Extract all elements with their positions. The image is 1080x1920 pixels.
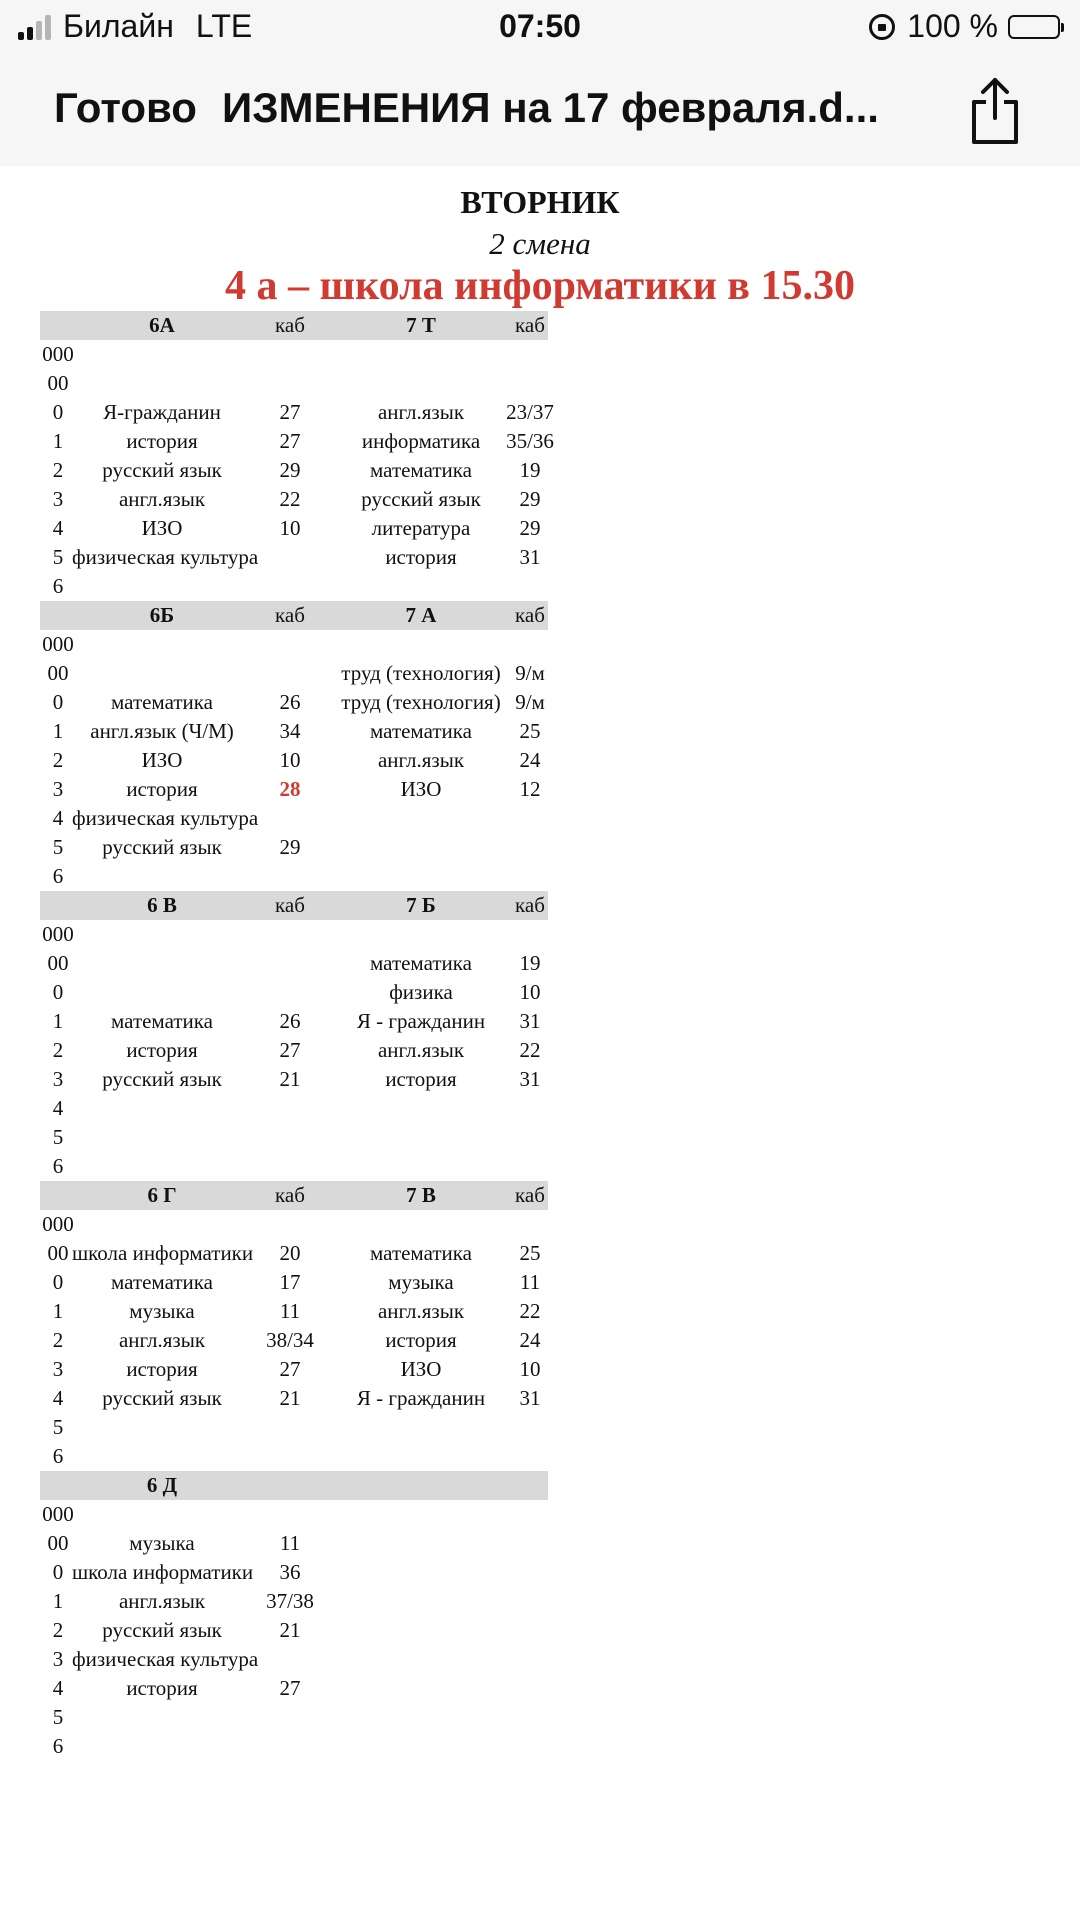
table-header — [40, 1181, 548, 1210]
table-row — [40, 804, 548, 833]
lesson-number: 2 — [52, 1038, 64, 1062]
class-name-right: 7 В — [406, 1183, 436, 1207]
subject-right: англ.язык — [377, 400, 465, 424]
subject-left: музыка — [129, 1531, 195, 1555]
subject-left: физическая культура — [72, 545, 259, 569]
table-row — [40, 1297, 548, 1326]
table-row — [40, 1616, 548, 1645]
room-left: 38/34 — [266, 1328, 314, 1352]
subject-right: Я - гражданин — [356, 1009, 486, 1033]
lesson-number: 4 — [52, 1386, 64, 1410]
battery-percent: 100 % — [907, 8, 998, 44]
subject-left: история — [126, 1038, 198, 1062]
table-row — [40, 369, 548, 398]
lesson-number: 000 — [42, 922, 74, 946]
table-row — [40, 775, 548, 804]
room-left: 27 — [279, 429, 301, 453]
shift-heading: 2 смена — [489, 226, 591, 261]
subject-right: математика — [370, 1241, 472, 1265]
subject-right: труд (технология) — [341, 690, 501, 714]
subject-right: ИЗО — [400, 1357, 442, 1381]
table-row — [40, 1529, 548, 1558]
table-row — [40, 833, 548, 862]
lesson-number: 000 — [42, 1212, 74, 1236]
table-row — [40, 1268, 548, 1297]
lesson-number: 2 — [52, 458, 64, 482]
lesson-number: 5 — [52, 1705, 64, 1729]
lesson-number: 6 — [52, 574, 64, 598]
orientation-lock-icon — [869, 14, 895, 40]
room-left: 17 — [279, 1270, 301, 1294]
subject-left: музыка — [129, 1299, 195, 1323]
lesson-number: 1 — [52, 719, 64, 743]
subject-left: русский язык — [102, 1067, 222, 1091]
room-right: 29 — [519, 516, 541, 540]
subject-left: англ.язык — [118, 1328, 206, 1352]
room-right: 9/м — [515, 690, 545, 714]
room-right: 29 — [519, 487, 541, 511]
table-row — [40, 398, 554, 427]
room-right: 19 — [519, 458, 541, 482]
subject-right: математика — [370, 719, 472, 743]
lesson-number: 6 — [52, 1734, 64, 1758]
table-row — [40, 659, 548, 688]
room-left: 34 — [279, 719, 301, 743]
lesson-number: 5 — [52, 545, 64, 569]
table-row — [40, 1065, 548, 1094]
table-header — [40, 311, 548, 340]
room-right: 25 — [519, 1241, 541, 1265]
table-row — [40, 1587, 548, 1616]
room-header: каб — [515, 313, 545, 337]
room-right: 10 — [519, 1357, 541, 1381]
subject-left: история — [126, 777, 198, 801]
lesson-number: 000 — [42, 1502, 74, 1526]
subject-left: физическая культура — [72, 1647, 259, 1671]
clock: 07:50 — [499, 8, 581, 44]
room-left: 20 — [279, 1241, 301, 1265]
lesson-number: 00 — [47, 371, 69, 395]
table-row — [40, 1732, 548, 1761]
subject-right: труд (технология) — [341, 661, 501, 685]
room-left: 37/38 — [266, 1589, 314, 1613]
table-row — [40, 1413, 548, 1442]
table-row — [40, 514, 548, 543]
room-right: 25 — [519, 719, 541, 743]
room-right: 31 — [519, 1009, 541, 1033]
table-row — [40, 1210, 548, 1239]
done-button[interactable]: Готово — [54, 84, 197, 131]
table-row — [40, 1558, 548, 1587]
subject-left: русский язык — [102, 835, 222, 859]
table-row — [40, 1645, 548, 1674]
table-row — [40, 1094, 548, 1123]
table-row — [40, 427, 554, 456]
room-right: 31 — [519, 1067, 541, 1091]
class-name-left: 6 Г — [147, 1183, 177, 1207]
lesson-number: 3 — [52, 1357, 64, 1381]
lesson-number: 3 — [52, 1067, 64, 1091]
subject-right: англ.язык — [377, 1038, 465, 1062]
subject-right: математика — [370, 458, 472, 482]
status-bar — [0, 0, 1080, 56]
table-row — [40, 630, 548, 659]
lesson-number: 00 — [47, 951, 69, 975]
class-name-right: 7 Б — [406, 893, 436, 917]
lesson-number: 2 — [52, 1618, 64, 1642]
table-header — [40, 891, 548, 920]
lesson-number: 3 — [52, 487, 64, 511]
subject-left: физическая культура — [72, 806, 259, 830]
room-left: 27 — [279, 1038, 301, 1062]
table-row — [40, 1355, 548, 1384]
room-header: каб — [515, 603, 545, 627]
room-left: 26 — [279, 1009, 301, 1033]
subject-left: история — [126, 429, 198, 453]
table-row — [40, 1123, 548, 1152]
subject-left: русский язык — [102, 1386, 222, 1410]
table-row — [40, 1239, 548, 1268]
lesson-number: 0 — [52, 690, 64, 714]
subject-left: Я-гражданин — [103, 400, 221, 424]
subject-left: русский язык — [102, 458, 222, 482]
subject-left: школа информатики — [72, 1560, 254, 1584]
table-row — [40, 862, 548, 891]
lesson-number: 6 — [52, 864, 64, 888]
room-right: 31 — [519, 1386, 541, 1410]
subject-left: ИЗО — [141, 516, 183, 540]
room-right: 31 — [519, 545, 541, 569]
lesson-number: 000 — [42, 342, 74, 366]
subject-left: математика — [111, 1009, 213, 1033]
room-left: 11 — [279, 1531, 301, 1555]
room-right: 12 — [519, 777, 541, 801]
subject-left: школа информатики — [72, 1241, 254, 1265]
table-row — [40, 949, 548, 978]
subject-right: литература — [371, 516, 471, 540]
room-header: каб — [515, 1183, 545, 1207]
room-right: 11 — [519, 1270, 541, 1294]
subject-right: англ.язык — [377, 748, 465, 772]
lesson-number: 00 — [47, 1531, 69, 1555]
room-right: 9/м — [515, 661, 545, 685]
subject-left: математика — [111, 1270, 213, 1294]
lesson-number: 4 — [52, 1676, 64, 1700]
lesson-number: 5 — [52, 835, 64, 859]
room-header: каб — [275, 603, 305, 627]
room-right: 24 — [519, 1328, 541, 1352]
lesson-number: 00 — [47, 661, 69, 685]
class-name-left: 6 Д — [146, 1473, 178, 1497]
room-left: 21 — [279, 1618, 301, 1642]
table-row — [40, 340, 548, 369]
lesson-number: 2 — [52, 748, 64, 772]
lesson-number: 3 — [52, 1647, 64, 1671]
lesson-number: 4 — [52, 516, 64, 540]
room-left: 29 — [279, 458, 301, 482]
subject-right: физика — [389, 980, 453, 1004]
table-row — [40, 746, 548, 775]
room-left: 36 — [279, 1560, 301, 1584]
class-name-right: 7 Т — [406, 313, 436, 337]
lesson-number: 0 — [52, 980, 64, 1004]
subject-right: математика — [370, 951, 472, 975]
room-right: 22 — [519, 1299, 541, 1323]
room-left: 28 — [279, 777, 301, 801]
subject-right: информатика — [361, 429, 481, 453]
table-row — [40, 688, 548, 717]
document-title: ИЗМЕНЕНИЯ на 17 февраля.d... — [222, 84, 879, 131]
lesson-number: 4 — [52, 1096, 64, 1120]
subject-left: русский язык — [102, 1618, 222, 1642]
class-name-right: 7 А — [405, 603, 437, 627]
announcement: 4 а – школа информатики в 15.30 — [225, 263, 855, 309]
lesson-number: 1 — [52, 1299, 64, 1323]
subject-right: ИЗО — [400, 777, 442, 801]
subject-right: музыка — [388, 1270, 454, 1294]
subject-right: русский язык — [361, 487, 481, 511]
room-right: 19 — [519, 951, 541, 975]
class-name-left: 6 В — [147, 893, 177, 917]
lesson-number: 6 — [52, 1154, 64, 1178]
battery-icon — [1008, 15, 1060, 39]
room-left: 21 — [279, 1386, 301, 1410]
subject-left: математика — [111, 690, 213, 714]
room-right: 22 — [519, 1038, 541, 1062]
table-header — [40, 1471, 548, 1500]
lesson-number: 1 — [52, 429, 64, 453]
lesson-number: 6 — [52, 1444, 64, 1468]
room-right: 23/37 — [506, 400, 554, 424]
table-row — [40, 1384, 548, 1413]
table-row — [40, 456, 548, 485]
subject-left: англ.язык (Ч/М) — [90, 719, 234, 743]
class-name-left: 6А — [149, 313, 175, 337]
room-left: 27 — [279, 400, 301, 424]
lesson-number: 0 — [52, 1270, 64, 1294]
navigation-bar — [0, 56, 1080, 167]
table-row — [40, 1036, 548, 1065]
lesson-number: 3 — [52, 777, 64, 801]
subject-right: история — [385, 1328, 457, 1352]
document-view[interactable] — [0, 166, 1080, 1920]
subject-left: ИЗО — [141, 748, 183, 772]
room-left: 27 — [279, 1357, 301, 1381]
room-left: 11 — [279, 1299, 301, 1323]
lesson-number: 5 — [52, 1415, 64, 1439]
lesson-number: 4 — [52, 806, 64, 830]
table-row — [40, 1152, 548, 1181]
subject-right: история — [385, 545, 457, 569]
room-left: 27 — [279, 1676, 301, 1700]
subject-right: англ.язык — [377, 1299, 465, 1323]
table-row — [40, 920, 548, 949]
lesson-number: 1 — [52, 1009, 64, 1033]
subject-right: Я - гражданин — [356, 1386, 486, 1410]
room-header: каб — [275, 313, 305, 337]
subject-left: англ.язык — [118, 487, 206, 511]
lesson-number: 5 — [52, 1125, 64, 1149]
lesson-number: 0 — [52, 400, 64, 424]
lesson-number: 0 — [52, 1560, 64, 1584]
room-header: каб — [515, 893, 545, 917]
subject-left: англ.язык — [118, 1589, 206, 1613]
table-row — [40, 543, 548, 572]
subject-right: история — [385, 1067, 457, 1091]
room-right: 10 — [519, 980, 541, 1004]
room-header: каб — [275, 1183, 305, 1207]
table-row — [40, 1703, 548, 1732]
lesson-number: 000 — [42, 632, 74, 656]
lesson-number: 1 — [52, 1589, 64, 1613]
table-header — [40, 601, 548, 630]
room-left: 21 — [279, 1067, 301, 1091]
table-row — [40, 572, 548, 601]
table-row — [40, 485, 548, 514]
room-left: 22 — [279, 487, 301, 511]
room-left: 26 — [279, 690, 301, 714]
room-right: 24 — [519, 748, 541, 772]
room-left: 10 — [279, 748, 301, 772]
table-row — [40, 1500, 548, 1529]
table-row — [40, 1326, 548, 1355]
room-right: 35/36 — [506, 429, 554, 453]
carrier-name: Билайн — [63, 8, 174, 44]
lesson-number: 00 — [47, 1241, 69, 1265]
network-type: LTE — [195, 8, 253, 44]
table-row — [40, 1674, 548, 1703]
class-name-left: 6Б — [149, 603, 175, 627]
table-row — [40, 1007, 548, 1036]
room-left: 29 — [279, 835, 301, 859]
lesson-number: 2 — [52, 1328, 64, 1352]
table-row — [40, 1442, 548, 1471]
subject-left: история — [126, 1357, 198, 1381]
subject-left: история — [126, 1676, 198, 1700]
table-row — [40, 717, 548, 746]
table-row — [40, 978, 548, 1007]
day-heading: ВТОРНИК — [460, 184, 620, 220]
room-header: каб — [275, 893, 305, 917]
room-left: 10 — [279, 516, 301, 540]
share-icon[interactable] — [968, 76, 1022, 146]
